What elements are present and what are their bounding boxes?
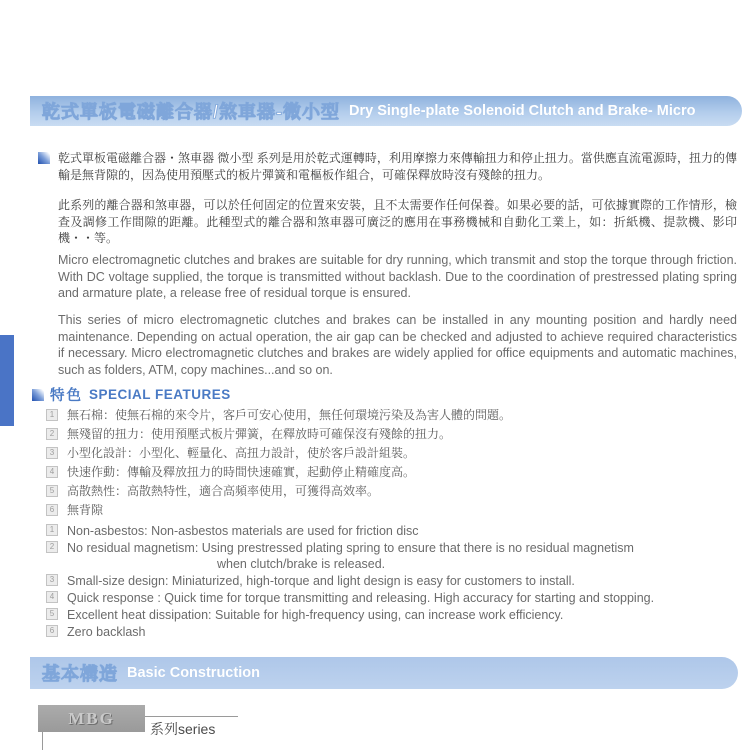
- intro-paragraph-zh-1: 乾式單板電磁離合器・煞車器 微小型 系列是用於乾式運轉時，利用摩擦力來傳輸扭力和停止扭力。當供應直流電源時，扭力的傳輸是無背隙的，因為使用預壓式的板片彈簧和電樞板作組合，可確保釋放時沒有殘餘的扭力。: [58, 151, 737, 182]
- section-title-zh: 乾式單板電磁離合器/煞車器-微小型: [42, 102, 340, 122]
- feature-item-zh: [46, 427, 736, 441]
- feature-item-en: [46, 523, 736, 539]
- feature-text: 高散熱性：高散熱特性，適合高頻率使用，可獲得高效率。: [67, 484, 380, 498]
- features-heading-en: SPECIAL FEATURES: [89, 387, 231, 402]
- feature-item-en: [46, 607, 736, 623]
- number-badge: 2: [46, 428, 58, 440]
- features-bullet-icon: [32, 389, 44, 401]
- series-code-label: MBG: [68, 708, 115, 728]
- feature-text: 無殘留的扭力：使用預壓式板片彈簧，在釋放時可確保沒有殘餘的扭力。: [67, 427, 452, 441]
- diagram-vertical-line: [42, 732, 43, 750]
- feature-item-zh: [46, 446, 736, 460]
- features-heading: [32, 384, 231, 405]
- feature-text: [67, 540, 736, 572]
- features-heading-zh: 特色: [50, 388, 83, 404]
- number-badge: 5: [46, 485, 58, 497]
- intro-paragraph-zh-2: 此系列的離合器和煞車器，可以於任何固定的位置來安裝，且不太需要作任何保養。如果必要的話，可依據實際的工作情形，檢查及調修工作間隙的距離。此種型式的離合器和煞車器可廣泛的應用在事務機械和自動化工業上，如：折紙機、提款機、影印機・・等。: [58, 198, 737, 245]
- feature-text: 小型化設計：小型化、輕量化、高扭力設計，使於客戶設計組裝。: [67, 446, 416, 460]
- construction-title-en: Basic Construction: [127, 665, 260, 681]
- feature-text-line2: when clutch/brake is released.: [217, 557, 386, 571]
- section-header-bar: [30, 96, 742, 126]
- feature-text: 快速作動：傳輸及釋放扭力的時間快速確實，起動停止精確度高。: [67, 465, 416, 479]
- page-edge-tab: [0, 335, 14, 426]
- construction-header-bar: [30, 657, 738, 689]
- number-badge: 3: [46, 574, 58, 586]
- feature-text-line1: No residual magnetism: Using prestressed plating spring to ensure that there is no residual magnetism: [67, 541, 634, 555]
- feature-text: Zero backlash: [67, 625, 146, 639]
- number-badge: 3: [46, 447, 58, 459]
- feature-item-zh: [46, 484, 736, 498]
- feature-text: Small-size design: Miniaturized, high-torque and light design is easy for customers to install.: [67, 574, 575, 588]
- feature-text: 無背隙: [67, 503, 104, 517]
- intro-paragraph-en-1: Micro electromagnetic clutches and brakes are suitable for dry running, which transmit and stop the torque through friction. With DC voltage supplied, the torque is transmitted without backlash. Due to the coordination of prestressed plating spring and armature plate, a release free of residual torque is ensured.: [58, 253, 737, 300]
- number-badge: 4: [46, 466, 58, 478]
- number-badge: 2: [46, 541, 58, 553]
- intro-paragraph-en-2: This series of micro electromagnetic clutches and brakes can be installed in any mounting position and hardly need maintenance. Depending on actual operation, the air gap can be checked and adjusted to achieve required characteristics if necessary. Micro electromagnetic clutches and brakes are widely applied for office equipments and automatic machines, such as folders, ATM, copy machines...and so on.: [58, 313, 737, 377]
- feature-item-zh: [46, 408, 736, 422]
- number-badge: 1: [46, 409, 58, 421]
- feature-item-zh: [46, 465, 736, 479]
- feature-item-en: [46, 590, 736, 606]
- section-title-en: Dry Single-plate Solenoid Clutch and Brake- Micro: [349, 103, 696, 119]
- number-badge: 4: [46, 591, 58, 603]
- feature-text: Quick response : Quick time for torque transmitting and releasing. High accuracy for starting and stopping.: [67, 591, 655, 605]
- diagram-horizontal-line: [145, 716, 238, 717]
- number-badge: 6: [46, 504, 58, 516]
- number-badge: 5: [46, 608, 58, 620]
- feature-item-en: [46, 573, 736, 589]
- number-badge: 1: [46, 524, 58, 536]
- construction-title-zh: 基本構造: [42, 664, 118, 684]
- paragraph-bullet-icon: [38, 152, 50, 164]
- feature-item-en: [46, 540, 736, 572]
- series-code-box: [38, 705, 145, 732]
- features-list-en: [46, 523, 736, 641]
- feature-text: Non-asbestos: Non-asbestos materials are used for friction disc: [67, 524, 419, 538]
- series-label: 系列series: [150, 721, 216, 737]
- feature-item-zh: [46, 503, 736, 517]
- feature-item-en: [46, 624, 736, 640]
- features-list-zh: [46, 408, 736, 522]
- feature-text: Excellent heat dissipation: Suitable for high-frequency using, can increase work efficiency.: [67, 608, 564, 622]
- feature-text: 無石棉：使無石棉的來令片，客戶可安心使用，無任何環境污染及為害人體的問題。: [67, 408, 512, 422]
- number-badge: 6: [46, 625, 58, 637]
